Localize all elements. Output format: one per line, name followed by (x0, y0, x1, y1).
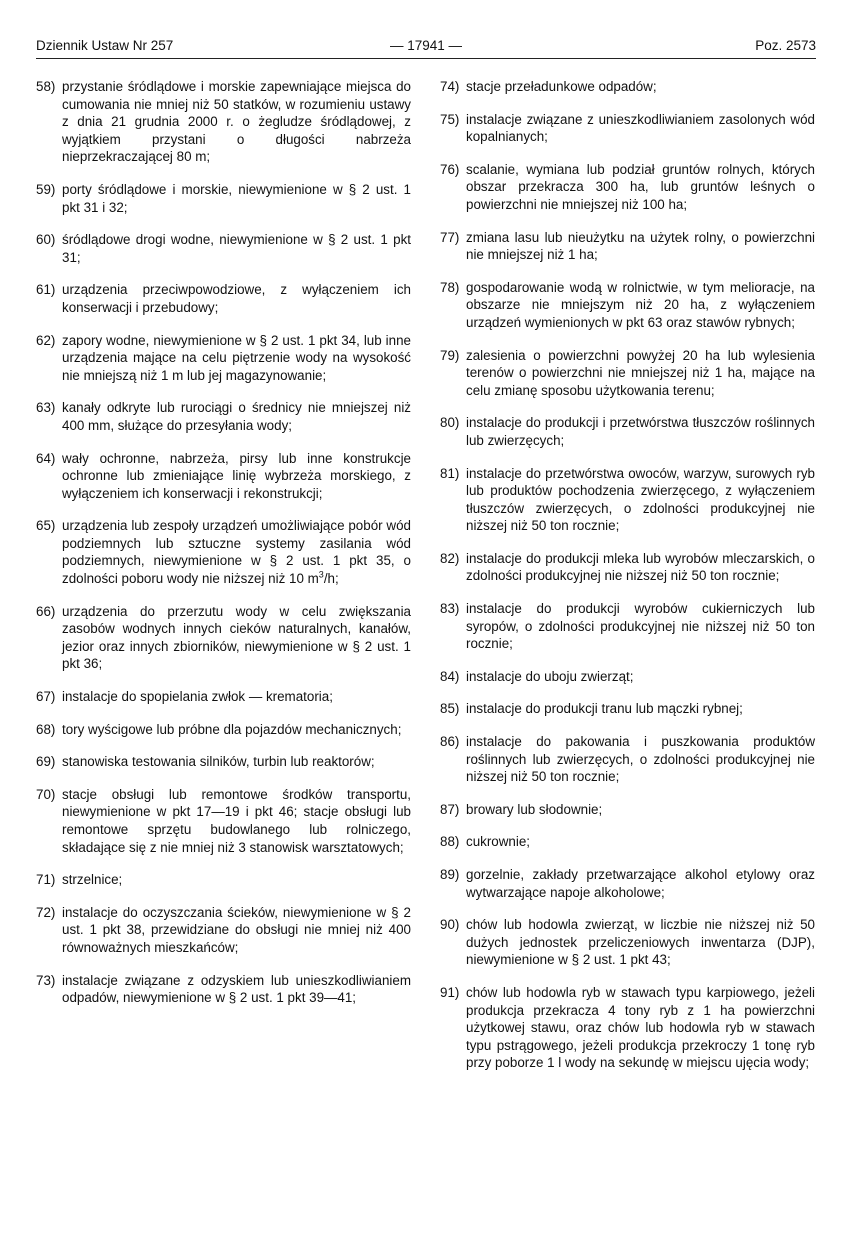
list-item (36, 786, 411, 856)
header-rule (36, 58, 816, 59)
item-text (466, 801, 815, 819)
item-number: 60) (36, 232, 56, 248)
item-text-main: gospodarowanie wodą w rolnictwie, w tym melioracje, na obszarze nie mniejszym niż 20 ha, z wyłączeniem urządzeń wymienionych w pkt 63 oraz stawów rybnych; (466, 279, 815, 330)
item-text (466, 347, 815, 400)
item-text-main: instalacje do uboju zwierząt; (466, 668, 634, 684)
item-text (62, 517, 411, 587)
item-text-main: instalacje do przetwórstwa owoców, warzyw, surowych ryb lub produktów pochodzenia zwierzęcego, z wyłączeniem tłuszczów zwierzęcych, o zdolności produkcyjnej nie niższej niż 50 ton rocznie; (466, 465, 815, 534)
item-text-main: stacje przeładunkowe odpadów; (466, 79, 657, 94)
item-text (466, 833, 815, 851)
list-item (440, 465, 815, 535)
item-text (62, 721, 411, 739)
item-number: 61) (36, 282, 56, 298)
item-number: 71) (36, 872, 56, 888)
list-item (36, 78, 411, 166)
item-number: 74) (440, 79, 460, 94)
item-text (62, 231, 411, 266)
item-number: 66) (36, 603, 56, 619)
list-item (36, 231, 411, 266)
item-text-main: tory wyścigowe lub próbne dla pojazdów mechanicznych; (62, 721, 402, 737)
item-text-main: instalacje do spopielania zwłok — krematoria; (62, 689, 333, 705)
item-text (466, 78, 815, 96)
item-text-main: kanały odkryte lub rurociągi o średnicy nie mniejszej niż 400 mm, służące do przesyłania wody; (62, 400, 411, 433)
item-text-main: instalacje do produkcji wyrobów cukierniczych lub syropów, o zdolności produkcyjnej nie niższej niż 50 ton rocznie; (466, 601, 815, 652)
item-number: 76) (440, 161, 460, 177)
item-number: 89) (440, 867, 460, 882)
list-item (440, 600, 815, 653)
item-number: 84) (440, 668, 460, 684)
item-text-main: porty śródlądowe i morskie, niewymienione w § 2 ust. 1 pkt 31 i 32; (62, 181, 411, 215)
item-text (62, 972, 411, 1007)
item-number: 77) (440, 229, 460, 245)
item-text (466, 279, 815, 332)
item-text-main: instalacje związane z odzyskiem lub unieszkodliwianiem odpadów, niewymienione w § 2 ust. 1 pkt 39—41; (62, 972, 411, 1006)
item-text-tail: /h; (323, 571, 339, 587)
item-text-main: stacje obsługi lub remontowe środków transportu, niewymienione w pkt 17—19 i pkt 46; stacje obsługi lub remontowe sprzętu budowlanego lub rolniczego, składające się z nie mniej niż 3 stanowisk warsztatowych; (62, 786, 411, 855)
list-item (440, 550, 815, 585)
list-item (440, 833, 815, 851)
item-text-main: instalacje do produkcji i przetwórstwa tłuszczów roślinnych lub zwierzęcych; (466, 415, 815, 448)
item-text-main: instalacje do pakowania i puszkowania produktów roślinnych lub zwierzęcych, o zdolności produkcyjnej nie niższej niż 50 ton rocznie; (466, 734, 815, 785)
item-number: 87) (440, 801, 460, 817)
item-text (62, 181, 411, 216)
item-text-main: chów lub hodowla zwierząt, w liczbie nie niższej niż 50 dużych jednostek przeliczeniowych inwentarza (DJP), niewymienione w § 2 ust. 1 pkt 43; (466, 917, 815, 968)
item-text-main: śródlądowe drogi wodne, niewymienione w § 2 ust. 1 pkt 31; (62, 232, 411, 265)
item-text (466, 161, 815, 214)
item-text-main: strzelnice; (62, 872, 123, 888)
item-text-main: chów lub hodowla ryb w stawach typu karpiowego, jeżeli produkcja przekracza 4 tony ryb z 1 ha powierzchni użytkowej stawu, oraz chów lub hodowla ryb w stawach typu pstrągowego, jeżeli produkcja przekroczy 1 tonę ryb przy poborze 1 l wody na sekundę w miejscu ujęcia wody; (466, 984, 815, 1071)
item-text (466, 700, 815, 718)
list-item (440, 733, 815, 786)
list-item (36, 603, 411, 673)
item-text (466, 866, 815, 901)
list-item (36, 399, 411, 434)
item-text-main: instalacje do produkcji mleka lub wyrobów mleczarskich, o zdolności produkcyjnej nie niższej niż 50 ton rocznie; (466, 550, 815, 584)
item-text-main: wały ochronne, nabrzeża, pirsy lub inne konstrukcje ochronne lub zmieniające linię wybrzeża morskiego, z wyłączeniem ich konserwacji i rekonstrukcji; (62, 450, 411, 501)
item-text-main: scalanie, wymiana lub podział gruntów rolnych, których obszar przekracza 300 ha, lub gruntów leśnych o powierzchni nie mniejszej niż 100 ha; (466, 161, 815, 212)
item-number: 68) (36, 721, 56, 737)
item-text-superscript: 3 (318, 569, 324, 580)
item-number: 58) (36, 79, 56, 94)
list-item (36, 688, 411, 706)
item-text (466, 229, 815, 264)
page-header (36, 38, 816, 58)
item-number: 62) (36, 332, 56, 348)
list-item (36, 904, 411, 957)
list-item (440, 801, 815, 819)
item-text-main: instalacje do produkcji tranu lub mączki rybnej; (466, 701, 743, 717)
list-item (36, 281, 411, 316)
item-number: 78) (440, 279, 460, 295)
item-text-main: stanowiska testowania silników, turbin lub reaktorów; (62, 754, 375, 770)
item-text-main: instalacje związane z unieszkodliwianiem zasolonych wód kopalnianych; (466, 111, 815, 145)
item-text (466, 550, 815, 585)
item-text (62, 281, 411, 316)
item-number: 65) (36, 518, 56, 534)
item-number: 80) (440, 415, 460, 431)
list-item (36, 721, 411, 739)
item-text (466, 414, 815, 449)
item-number: 81) (440, 465, 460, 481)
item-text (466, 600, 815, 653)
item-text-main: urządzenia do przerzutu wody w celu zwiększania zasobów wodnych innych cieków naturalnych, kanałów, jezior oraz innych zbiorników, niewymienione w § 2 ust. 1 pkt 36; (62, 603, 411, 672)
list-item (440, 161, 815, 214)
item-text-main: cukrownie; (466, 834, 531, 850)
item-text (62, 786, 411, 856)
item-number: 64) (36, 450, 56, 466)
item-text (62, 688, 411, 706)
item-number: 88) (440, 834, 460, 850)
list-item (440, 984, 815, 1072)
item-text (466, 916, 815, 969)
right-column (440, 78, 815, 1087)
item-number: 63) (36, 400, 56, 416)
list-item (440, 916, 815, 969)
list-item (440, 111, 815, 146)
item-text (466, 668, 815, 686)
list-item (36, 450, 411, 503)
item-text (62, 603, 411, 673)
item-number: 75) (440, 111, 460, 127)
item-number: 79) (440, 347, 460, 363)
item-text-main: zalesienia o powierzchni powyżej 20 ha lub wylesienia terenów o powierzchni nie mniejszej niż 1 ha, mające na celu zmianę sposobu użytkowania terenu; (466, 347, 815, 398)
item-text-main: urządzenia lub zespoły urządzeń umożliwiające pobór wód podziemnych lub sztuczne systemy zasilania wód podziemnych, niewymienione w § 2 ust. 1 pkt 35, o zdolności poboru wody nie niższej niż 10 m (62, 518, 411, 587)
item-number: 91) (440, 984, 460, 1000)
item-text (62, 450, 411, 503)
list-item (440, 78, 815, 96)
item-number: 90) (440, 917, 460, 933)
list-item (36, 332, 411, 385)
item-text-main: urządzenia przeciwpowodziowe, z wyłączeniem ich konserwacji i przebudowy; (62, 282, 411, 315)
page-number: — 17941 — (389, 38, 463, 53)
item-text-main: gorzelnie, zakłady przetwarzające alkohol etylowy oraz wytwarzające napoje alkoholowe; (466, 867, 815, 900)
item-number: 72) (36, 904, 56, 920)
item-number: 82) (440, 550, 460, 566)
item-text-main: instalacje do oczyszczania ścieków, niewymienione w § 2 ust. 1 pkt 38, przewidziane do obsługi nie mniej niż 400 równoważnych mieszkańców; (62, 904, 411, 955)
position-number: Poz. 2573 (755, 38, 816, 53)
item-number: 73) (36, 972, 56, 988)
item-text (62, 78, 411, 166)
list-item (36, 871, 411, 889)
item-number: 67) (36, 689, 56, 705)
item-text-main: browary lub słodownie; (466, 801, 603, 817)
list-item (36, 972, 411, 1007)
item-text (62, 753, 411, 771)
item-number: 86) (440, 734, 460, 750)
item-text (466, 733, 815, 786)
item-text (466, 465, 815, 535)
list-item (440, 866, 815, 901)
item-number: 85) (440, 701, 460, 717)
item-text-main: zapory wodne, niewymienione w § 2 ust. 1 pkt 34, lub inne urządzenia mające na celu piętrzenie wody na wysokość nie mniejszą niż 1 m lub jej magazynowanie; (62, 332, 411, 383)
item-text (466, 111, 815, 146)
item-text-main: zmiana lasu lub nieużytku na użytek rolny, o powierzchni nie mniejszej niż 1 ha; (466, 229, 815, 263)
list-item (36, 181, 411, 216)
item-text-main: przystanie śródlądowe i morskie zapewniające miejsca do cumowania nie mniej niż 50 statków, w rozumieniu ustawy z dnia 21 grudnia 2000 r. o żegludze śródlądowej, z wyjątkiem przystani o długości nabrzeża nieprzekraczającej 80 m; (62, 79, 411, 165)
item-text (62, 871, 411, 889)
list-item (440, 229, 815, 264)
journal-title: Dziennik Ustaw Nr 257 (36, 38, 174, 53)
list-item (36, 517, 411, 587)
item-number: 69) (36, 754, 56, 770)
left-column (36, 78, 411, 1022)
item-number: 70) (36, 786, 56, 802)
list-item (440, 414, 815, 449)
item-number: 83) (440, 601, 460, 617)
item-text (62, 904, 411, 957)
list-item (36, 753, 411, 771)
list-item (440, 279, 815, 332)
item-text (466, 984, 815, 1072)
list-item (440, 668, 815, 686)
list-item (440, 700, 815, 718)
item-number: 59) (36, 181, 56, 197)
item-text (62, 399, 411, 434)
item-text (62, 332, 411, 385)
list-item (440, 347, 815, 400)
